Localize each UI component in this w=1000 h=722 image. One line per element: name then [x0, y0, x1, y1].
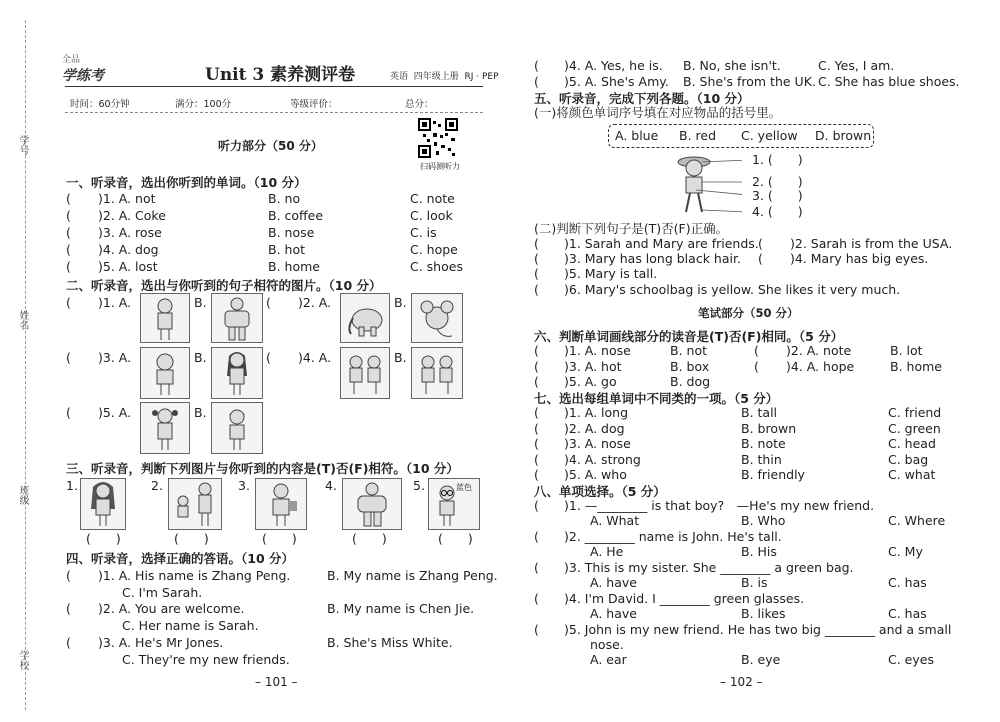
q2-option-c: C. look [410, 208, 453, 223]
answer-bracket[interactable]: ( [66, 295, 71, 310]
s2-q3-label: )3. A. [98, 350, 132, 365]
s5-label-3: 3. ( ) [752, 188, 803, 203]
q5-option-c: C. shoes [410, 259, 463, 274]
answer-bracket[interactable]: ( [534, 421, 539, 436]
q1-option-a: )1. A. not [98, 191, 156, 206]
page-number-right: – 102 – [720, 675, 763, 689]
s5-label-2: 2. ( ) [752, 174, 803, 189]
s4-q3-option-b: B. She's Miss White. [327, 635, 453, 650]
s7-q5-a: )5. A. who [564, 467, 627, 482]
picture-elephant [340, 293, 390, 343]
s6-q1-a: )1. A. nose [564, 343, 631, 358]
s8-q4-c: C. has [888, 606, 927, 621]
s8-q1-question: )1. —________ is that boy? —He's my new friend. [564, 498, 875, 513]
picture-strong-man [211, 293, 263, 343]
s4-q3-option-a: )3. A. He's Mr Jones. [98, 635, 224, 650]
picture-girl-standing [140, 293, 190, 343]
s6-q2-b: B. lot [890, 343, 923, 358]
picture-girl-long-hair [80, 478, 126, 530]
s7-q1-a: )1. A. long [564, 405, 629, 420]
s4-q4-option-a: )4. A. Yes, he is. [564, 58, 663, 73]
answer-bracket[interactable]: ( [754, 343, 759, 358]
s5-label-1: 1. ( ) [752, 152, 803, 167]
s3-num-4: 4. [325, 478, 337, 493]
s8-q5-question: )5. John is my new friend. He has two big ________ and a small [564, 622, 952, 637]
seal-label-student-number: 学号 [17, 135, 28, 155]
seal-label-name: 姓名 [17, 310, 28, 330]
time-label: 时间：60分钟 [70, 99, 130, 110]
tf-statement-4: )4. Mary has big eyes. [790, 251, 929, 266]
tf-statement-2: )2. Sarah is from the USA. [790, 236, 953, 251]
answer-bracket[interactable]: ( [66, 225, 71, 240]
s8-q1-c: C. Where [888, 513, 946, 528]
s4-q5-option-c: C. She has blue shoes. [818, 74, 960, 89]
s2-q1-label: )1. A. [98, 295, 132, 310]
s7-q3-b: B. note [741, 436, 786, 451]
s3-num-1: 1. [66, 478, 78, 493]
s6-q4-b: B. home [890, 359, 942, 374]
picture-boy-and-teacher [168, 478, 222, 530]
s8-q1-b: B. Who [741, 513, 786, 528]
s4-q5-option-a: )5. A. She's Amy. [564, 74, 669, 89]
s8-q1-a: A. What [590, 513, 640, 528]
q5-option-b: B. home [268, 259, 320, 274]
logo-bottom-text: 学练考 [62, 68, 104, 84]
grade-label: 四年级上册 [413, 72, 459, 82]
s8-q5-c: C. eyes [888, 652, 934, 667]
answer-bracket[interactable]: ( [758, 236, 763, 251]
s7-q5-b: B. friendly [741, 467, 805, 482]
color-word-brown: D. brown [815, 128, 872, 143]
s7-q4-b: B. thin [741, 452, 782, 467]
answer-bracket[interactable]: ( [66, 568, 71, 583]
answer-bracket[interactable]: ( [534, 359, 539, 374]
color-word-blue: A. blue [615, 128, 659, 143]
s7-q3-a: )3. A. nose [564, 436, 631, 451]
qr-code-icon[interactable] [418, 118, 458, 158]
color-word-yellow: C. yellow [741, 128, 798, 143]
s8-q5-b: B. eye [741, 652, 781, 667]
s8-q4-question: )4. I'm David. I ________ green glasses. [564, 591, 805, 606]
answer-bracket[interactable]: ( [754, 359, 759, 374]
s8-q3-a: A. have [590, 575, 637, 590]
s4-q1-option-c: C. I'm Sarah. [122, 585, 203, 600]
picture-strong-man [342, 478, 402, 530]
s8-q3-b: B. is [741, 575, 768, 590]
grade-eval-label: 等级评价： [290, 99, 338, 110]
answer-bracket[interactable]: ( [534, 58, 539, 73]
s8-q4-b: B. likes [741, 606, 786, 621]
binding-strip [5, 20, 35, 710]
page-right [500, 0, 1000, 722]
header-dashed-rule [65, 112, 483, 113]
s6-q1-b: B. not [670, 343, 707, 358]
tf-statement-6: )6. Mary's schoolbag is yellow. She likes it very much. [564, 282, 901, 297]
s7-q5-c: C. what [888, 467, 936, 482]
answer-bracket[interactable]: ( ) [352, 531, 387, 546]
listening-section-title: 听力部分（50 分） [218, 139, 323, 153]
s4-q2-option-a: )2. A. You are welcome. [98, 601, 245, 616]
s4-q4-option-b: B. No, she isn't. [683, 58, 781, 73]
s4-q2-option-b: B. My name is Chen Jie. [327, 601, 475, 616]
picture-girl-glasses [428, 478, 480, 530]
s7-q4-c: C. bag [888, 452, 929, 467]
answer-bracket[interactable]: ( [534, 251, 539, 266]
answer-bracket[interactable]: ( [534, 282, 539, 297]
answer-bracket[interactable]: ( [534, 452, 539, 467]
answer-bracket[interactable]: ( [534, 74, 539, 89]
answer-bracket[interactable]: ( [534, 591, 539, 606]
page-number-left: – 101 – [255, 675, 298, 689]
q2-option-a: )2. A. Coke [98, 208, 166, 223]
tf-statement-5: )5. Mary is tall. [564, 266, 658, 281]
header-rule [65, 86, 483, 87]
answer-bracket[interactable]: ( [266, 350, 271, 365]
s8-q2-a: A. He [590, 544, 624, 559]
section-4-title: 四、听录音，选择正确的答语。（10 分） [66, 551, 294, 566]
picture-boy-with-bag [255, 478, 307, 530]
s4-q1-option-b: B. My name is Zhang Peng. [327, 568, 498, 583]
q1-option-b: B. no [268, 191, 301, 206]
picture-boy-short [140, 347, 190, 399]
answer-bracket[interactable]: ( ) [262, 531, 297, 546]
s7-q1-c: C. friend [888, 405, 942, 420]
s2-q4-b-label: B. [394, 350, 407, 365]
s7-q2-c: C. green [888, 421, 941, 436]
q4-option-b: B. hot [268, 242, 305, 257]
color-tag-blue: 蓝色 [456, 483, 472, 492]
s6-q2-a: )2. A. note [786, 343, 852, 358]
section-5-sub2: (二)判断下列句子是(T)否(F)正确。 [534, 221, 729, 236]
answer-bracket[interactable]: ( [534, 529, 539, 544]
picture-mouse [411, 293, 463, 343]
s3-num-2: 2. [151, 478, 163, 493]
q2-option-b: B. coffee [268, 208, 324, 223]
answer-bracket[interactable]: ( [66, 350, 71, 365]
answer-bracket[interactable]: ( [534, 236, 539, 251]
total-score-label: 总分： [405, 99, 434, 110]
section-1-title: 一、听录音，选出你听到的单词。（10 分） [66, 175, 307, 190]
edition-label: RJ · PEP [464, 72, 499, 82]
answer-bracket[interactable]: ( [66, 242, 71, 257]
section-7-title: 七、选出每组单词中不同类的一项。（5 分） [534, 391, 779, 406]
answer-bracket[interactable]: ( [534, 622, 539, 637]
q5-option-a: )5. A. lost [98, 259, 158, 274]
section-6-title: 六、判断单词画线部分的读音是(T)否(F)相同。（5 分） [534, 329, 844, 344]
s4-q5-option-b: B. She's from the UK. [683, 74, 816, 89]
s2-q3-b-label: B. [194, 350, 207, 365]
s2-q4-label: )4. A. [298, 350, 332, 365]
s2-q2-label: )2. A. [298, 295, 332, 310]
answer-bracket[interactable]: ( ) [86, 531, 121, 546]
subject-label: 英语 [390, 72, 409, 82]
answer-bracket[interactable]: ( [66, 601, 71, 616]
s2-q5-b-label: B. [194, 405, 207, 420]
s2-q2-b-label: B. [394, 295, 407, 310]
s5-label-4: 4. ( ) [752, 204, 803, 219]
answer-bracket[interactable]: ( [534, 374, 539, 389]
answer-bracket[interactable]: ( [534, 498, 539, 513]
s7-q1-b: B. tall [741, 405, 778, 420]
s3-num-5: 5. [413, 478, 425, 493]
s6-q4-a: )4. A. hope [786, 359, 855, 374]
answer-bracket[interactable]: ( [534, 467, 539, 482]
seal-label-class: 班级 [17, 485, 28, 505]
s8-q4-a: A. have [590, 606, 637, 621]
seal-label-school: 学校 [17, 650, 28, 670]
color-word-box [608, 124, 874, 148]
s7-q3-c: C. head [888, 436, 936, 451]
s4-q3-option-c: C. They're my new friends. [122, 652, 290, 667]
s4-q4-option-c: C. Yes, I am. [818, 58, 895, 73]
section-2-title: 二、听录音，选出与你听到的句子相符的图片。（10 分） [66, 278, 382, 293]
answer-bracket[interactable]: ( [534, 405, 539, 420]
answer-bracket[interactable]: ( [66, 259, 71, 274]
picture-girl-with-hat [672, 152, 742, 218]
answer-bracket[interactable]: ( ) [174, 531, 209, 546]
s6-q5-b: B. dog [670, 374, 711, 389]
s7-q2-a: )2. A. dog [564, 421, 625, 436]
s8-q2-c: C. My [888, 544, 923, 559]
page-title: Unit 3 素养测评卷 [205, 65, 356, 85]
q3-option-a: )3. A. rose [98, 225, 162, 240]
q3-option-c: C. is [410, 225, 437, 240]
qr-caption: 扫码测听力 [420, 162, 460, 171]
picture-two-boys [340, 347, 390, 399]
answer-bracket[interactable]: ( [534, 560, 539, 575]
s6-q5-a: )5. A. go [564, 374, 617, 389]
s4-q1-option-a: )1. A. His name is Zhang Peng. [98, 568, 291, 583]
picture-girl-pigtails [140, 402, 190, 454]
color-word-red: B. red [679, 128, 717, 143]
s8-q5-question-cont: nose. [590, 637, 624, 652]
s7-q2-b: B. brown [741, 421, 797, 436]
q1-option-c: C. note [410, 191, 455, 206]
section-3-title: 三、听录音，判断下列图片与你听到的内容是(T)否(F)相符。（10 分） [66, 461, 459, 476]
s8-q3-question: )3. This is my sister. She ________ a green bag. [564, 560, 854, 575]
logo-top-text: 全品 [62, 55, 81, 65]
tf-statement-1: )1. Sarah and Mary are friends. [564, 236, 759, 251]
s6-q3-a: )3. A. hot [564, 359, 622, 374]
s4-q2-option-c: C. Her name is Sarah. [122, 618, 259, 633]
header-meta [390, 69, 499, 82]
section-5-title: 五、听录音，完成下列各题。（10 分） [534, 91, 750, 106]
q4-option-c: C. hope [410, 242, 458, 257]
picture-girl-long-hair [211, 347, 263, 399]
full-score-label: 满分：100分 [175, 99, 232, 110]
section-8-title: 八、单项选择。（5 分） [534, 484, 666, 499]
answer-bracket[interactable]: ( [66, 208, 71, 223]
picture-two-children [411, 347, 463, 399]
answer-bracket[interactable]: ( [534, 266, 539, 281]
s2-q1-b-label: B. [194, 295, 207, 310]
answer-bracket[interactable]: ( [758, 251, 763, 266]
s2-q5-label: )5. A. [98, 405, 132, 420]
answer-bracket[interactable]: ( ) [438, 531, 473, 546]
s8-q2-question: )2. ________ name is John. He's tall. [564, 529, 782, 544]
section-5-sub1: (一)将颜色单词序号填在对应物品的括号里。 [534, 105, 782, 120]
s8-q2-b: B. His [741, 544, 777, 559]
q4-option-a: )4. A. dog [98, 242, 159, 257]
s3-num-3: 3. [238, 478, 250, 493]
brand-logo [62, 52, 122, 82]
answer-bracket[interactable]: ( [534, 343, 539, 358]
answer-bracket[interactable]: ( [534, 436, 539, 451]
answer-bracket[interactable]: ( [266, 295, 271, 310]
writing-section-title: 笔试部分（50 分） [698, 306, 799, 320]
answer-bracket[interactable]: ( [66, 635, 71, 650]
s7-q4-a: )4. A. strong [564, 452, 641, 467]
q3-option-b: B. nose [268, 225, 315, 240]
picture-girl-short-hair [211, 402, 263, 454]
answer-bracket[interactable]: ( [66, 191, 71, 206]
s6-q3-b: B. box [670, 359, 710, 374]
tf-statement-3: )3. Mary has long black hair. [564, 251, 741, 266]
answer-bracket[interactable]: ( [66, 405, 71, 420]
s8-q5-a: A. ear [590, 652, 627, 667]
s8-q3-c: C. has [888, 575, 927, 590]
